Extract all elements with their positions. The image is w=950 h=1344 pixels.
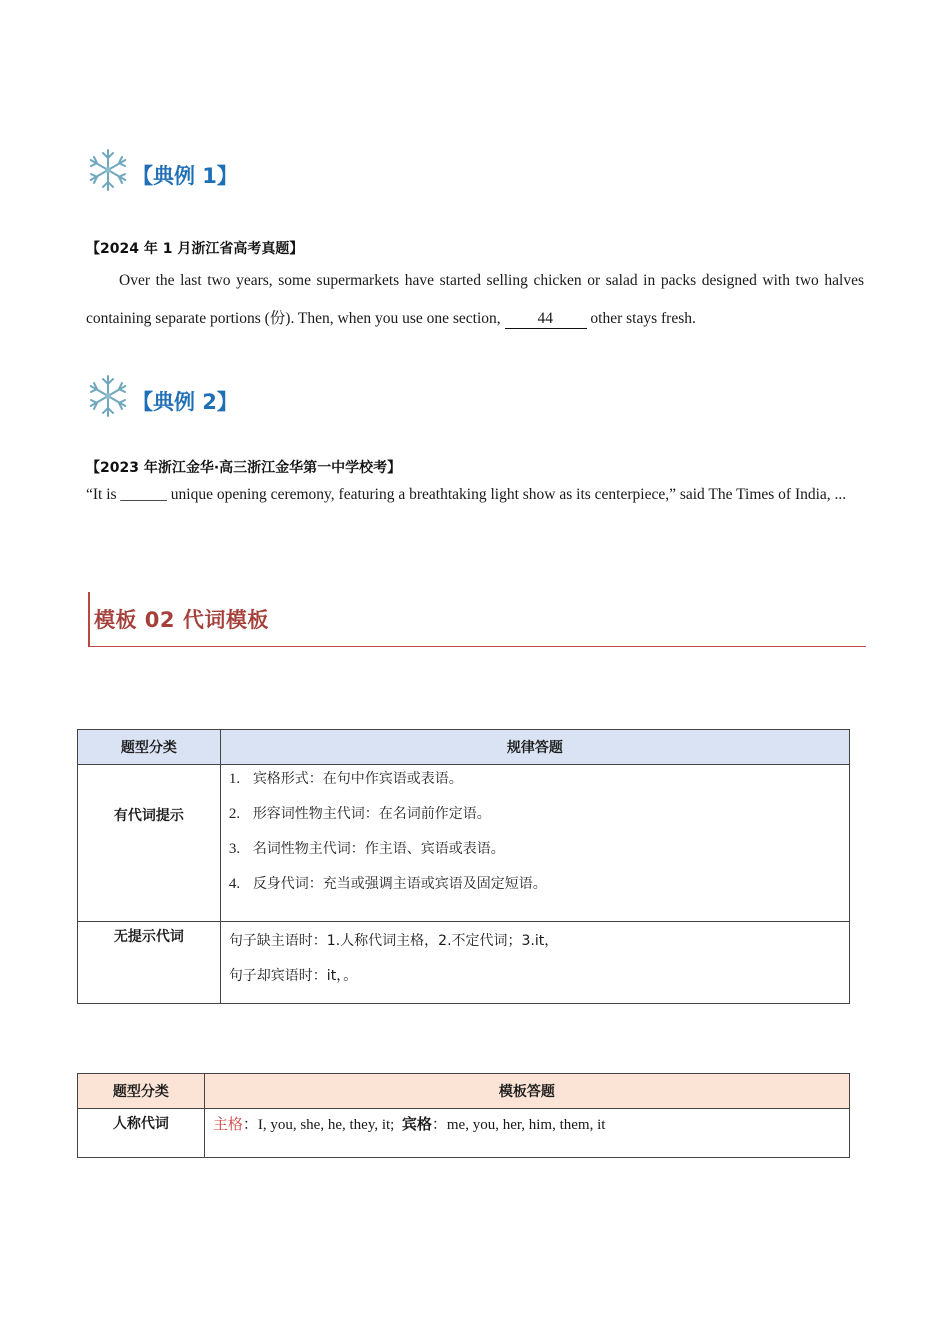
subject-case-text: ：I, you, she, he, they, it;	[242, 1117, 395, 1133]
example-1-text-before: Over the last two years, some supermarkets have started selling chicken or salad in packs designed with two halves containing separate portions (份). Then, when you use one section,	[86, 272, 864, 327]
snowflake-icon	[86, 148, 130, 192]
example-2-heading	[86, 374, 238, 418]
example-2-title: 【典例 2】	[132, 390, 238, 414]
section-title-box	[88, 592, 866, 647]
section-title: 模板 02 代词模板	[94, 608, 269, 632]
list-item: 2. 形容词性物主代词：在名词前作定语。	[228, 806, 491, 822]
list-item: 1. 宾格形式：在句中作宾语或表语。	[228, 771, 463, 787]
rules-cell	[220, 765, 849, 922]
template-cell	[204, 1109, 849, 1158]
list-item: 4. 反身代词：充当或强调主语或宾语及固定短语。	[228, 876, 547, 892]
example-1-heading	[86, 148, 238, 192]
table-header-rules: 规律答题	[220, 730, 849, 765]
object-case-text: ：me, you, her, him, them, it	[431, 1117, 606, 1133]
table-header-row	[78, 1074, 850, 1109]
list-item: 3. 名词性物主代词：作主语、宾语或表语。	[228, 841, 505, 857]
example-1-passage	[86, 262, 864, 338]
rules-cell	[220, 922, 849, 1004]
example-1-title: 【典例 1】	[132, 164, 238, 188]
rule-list	[229, 767, 841, 907]
table-header-type: 题型分类	[78, 1074, 205, 1109]
snowflake-icon	[86, 374, 130, 418]
table-row	[78, 1109, 850, 1158]
example-1-text-after: other stays fresh.	[590, 310, 696, 327]
object-case-label: 宾格	[401, 1115, 432, 1133]
row-label-personal-pronoun: 人称代词	[78, 1109, 205, 1158]
table-header-row	[78, 730, 850, 765]
no-hint-line-1: 句子缺主语时：1.人称代词主格，2.不定代词；3.it，	[228, 933, 559, 949]
table-row	[78, 765, 850, 922]
row-label-no-hint: 无提示代词	[78, 922, 221, 1004]
example-2-passage: “It is ______ unique opening ceremony, featuring a breathtaking light show as its centerpiece,” said The Times of India, ...	[86, 486, 847, 503]
table-row	[78, 922, 850, 1004]
no-hint-line-2: 句子却宾语时：it，。	[228, 968, 358, 984]
example-1-source: 【2024 年 1 月浙江省高考真题】	[86, 241, 304, 257]
table-header-template: 模板答题	[204, 1074, 849, 1109]
example-2-source: 【2023 年浙江金华·高三浙江金华第一中学校考】	[86, 460, 402, 476]
row-label-with-hint: 有代词提示	[78, 765, 221, 922]
answer-blank-44: 44	[505, 310, 587, 329]
rules-table	[77, 729, 850, 1004]
template-table	[77, 1073, 850, 1158]
subject-case-label: 主格	[212, 1115, 243, 1133]
table-header-type: 题型分类	[78, 730, 221, 765]
